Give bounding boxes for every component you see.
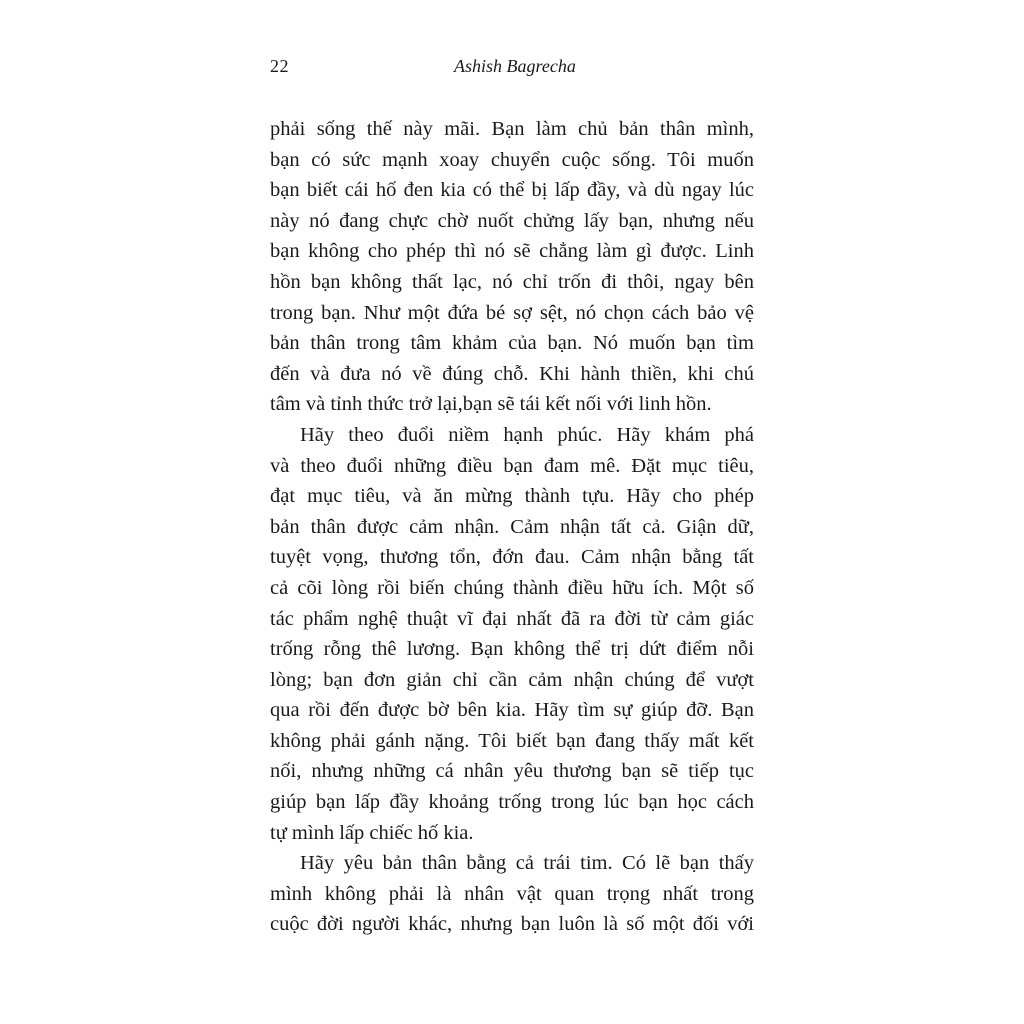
text-line: bạn có sức mạnh xoay chuyển cuộc sống. Tôi muốn	[270, 148, 754, 171]
text-line: bản thân được cảm nhận. Cảm nhận tất cả. Giận dữ,	[270, 515, 754, 538]
paragraph-3	[270, 848, 754, 940]
text-line: trong bạn. Như một đứa bé sợ sệt, nó chọn cách bảo vệ	[270, 301, 754, 324]
running-head	[270, 56, 754, 84]
text-line: đến và đưa nó về đúng chỗ. Khi hành thiền, khi chú	[270, 362, 754, 385]
text-line: mình không phải là nhân vật quan trọng nhất trong	[270, 882, 754, 905]
text-line: tự mình lấp chiếc hố kia.	[270, 821, 474, 844]
text-line: và theo đuổi những điều bạn đam mê. Đặt mục tiêu,	[270, 454, 754, 477]
text-line: phải sống thế này mãi. Bạn làm chủ bản thân mình,	[270, 118, 754, 140]
text-line: Hãy yêu bản thân bằng cả trái tim. Có lẽ bạn thấy	[300, 852, 754, 875]
text-line: tuyệt vọng, thương tổn, đớn đau. Cảm nhận bằng tất	[270, 546, 754, 569]
text-line: hồn bạn không thất lạc, nó chỉ trốn đi thôi, ngay bên	[270, 270, 754, 293]
paragraph-1	[270, 114, 754, 420]
text-line: đạt mục tiêu, và ăn mừng thành tựu. Hãy cho phép	[270, 485, 754, 508]
paragraph-2	[270, 420, 754, 848]
text-line: này nó đang chực chờ nuốt chửng lấy bạn, nhưng nếu	[270, 209, 754, 232]
text-line: nối, nhưng những cá nhân yêu thương bạn sẽ tiếp tục	[270, 760, 754, 783]
text-line: cả cõi lòng rồi biến chúng thành điều hữu ích. Một số	[270, 576, 754, 599]
text-line: bạn không cho phép thì nó sẽ chẳng làm gì được. Linh	[270, 240, 754, 263]
page-number: 22	[270, 56, 289, 76]
text-line: bản thân trong tâm khảm của bạn. Nó muốn bạn tìm	[270, 332, 754, 355]
body-text	[270, 114, 754, 940]
text-line: Hãy theo đuổi niềm hạnh phúc. Hãy khám phá	[300, 423, 754, 446]
text-line: lòng; bạn đơn giản chỉ cần cảm nhận chúng để vượt	[270, 668, 754, 691]
text-line: bạn biết cái hố đen kia có thể bị lấp đầy, và dù ngay lúc	[270, 179, 754, 202]
text-line: trống rỗng thê lương. Bạn không thể trị dứt điểm nỗi	[270, 638, 754, 661]
text-line: tâm và tỉnh thức trở lại,bạn sẽ tái kết nối với linh hồn.	[270, 393, 712, 416]
running-title: Ashish Bagrecha	[454, 56, 576, 76]
text-line: không phải gánh nặng. Tôi biết bạn đang thấy mất kết	[270, 729, 754, 752]
text-line: giúp bạn lấp đầy khoảng trống trong lúc bạn học cách	[270, 791, 754, 814]
text-line: cuộc đời người khác, nhưng bạn luôn là số một đối với	[270, 913, 754, 936]
text-line: qua rồi đến được bờ bên kia. Hãy tìm sự giúp đỡ. Bạn	[270, 699, 754, 722]
text-line: tác phẩm nghệ thuật vĩ đại nhất đã ra đời từ cảm giác	[270, 607, 754, 630]
